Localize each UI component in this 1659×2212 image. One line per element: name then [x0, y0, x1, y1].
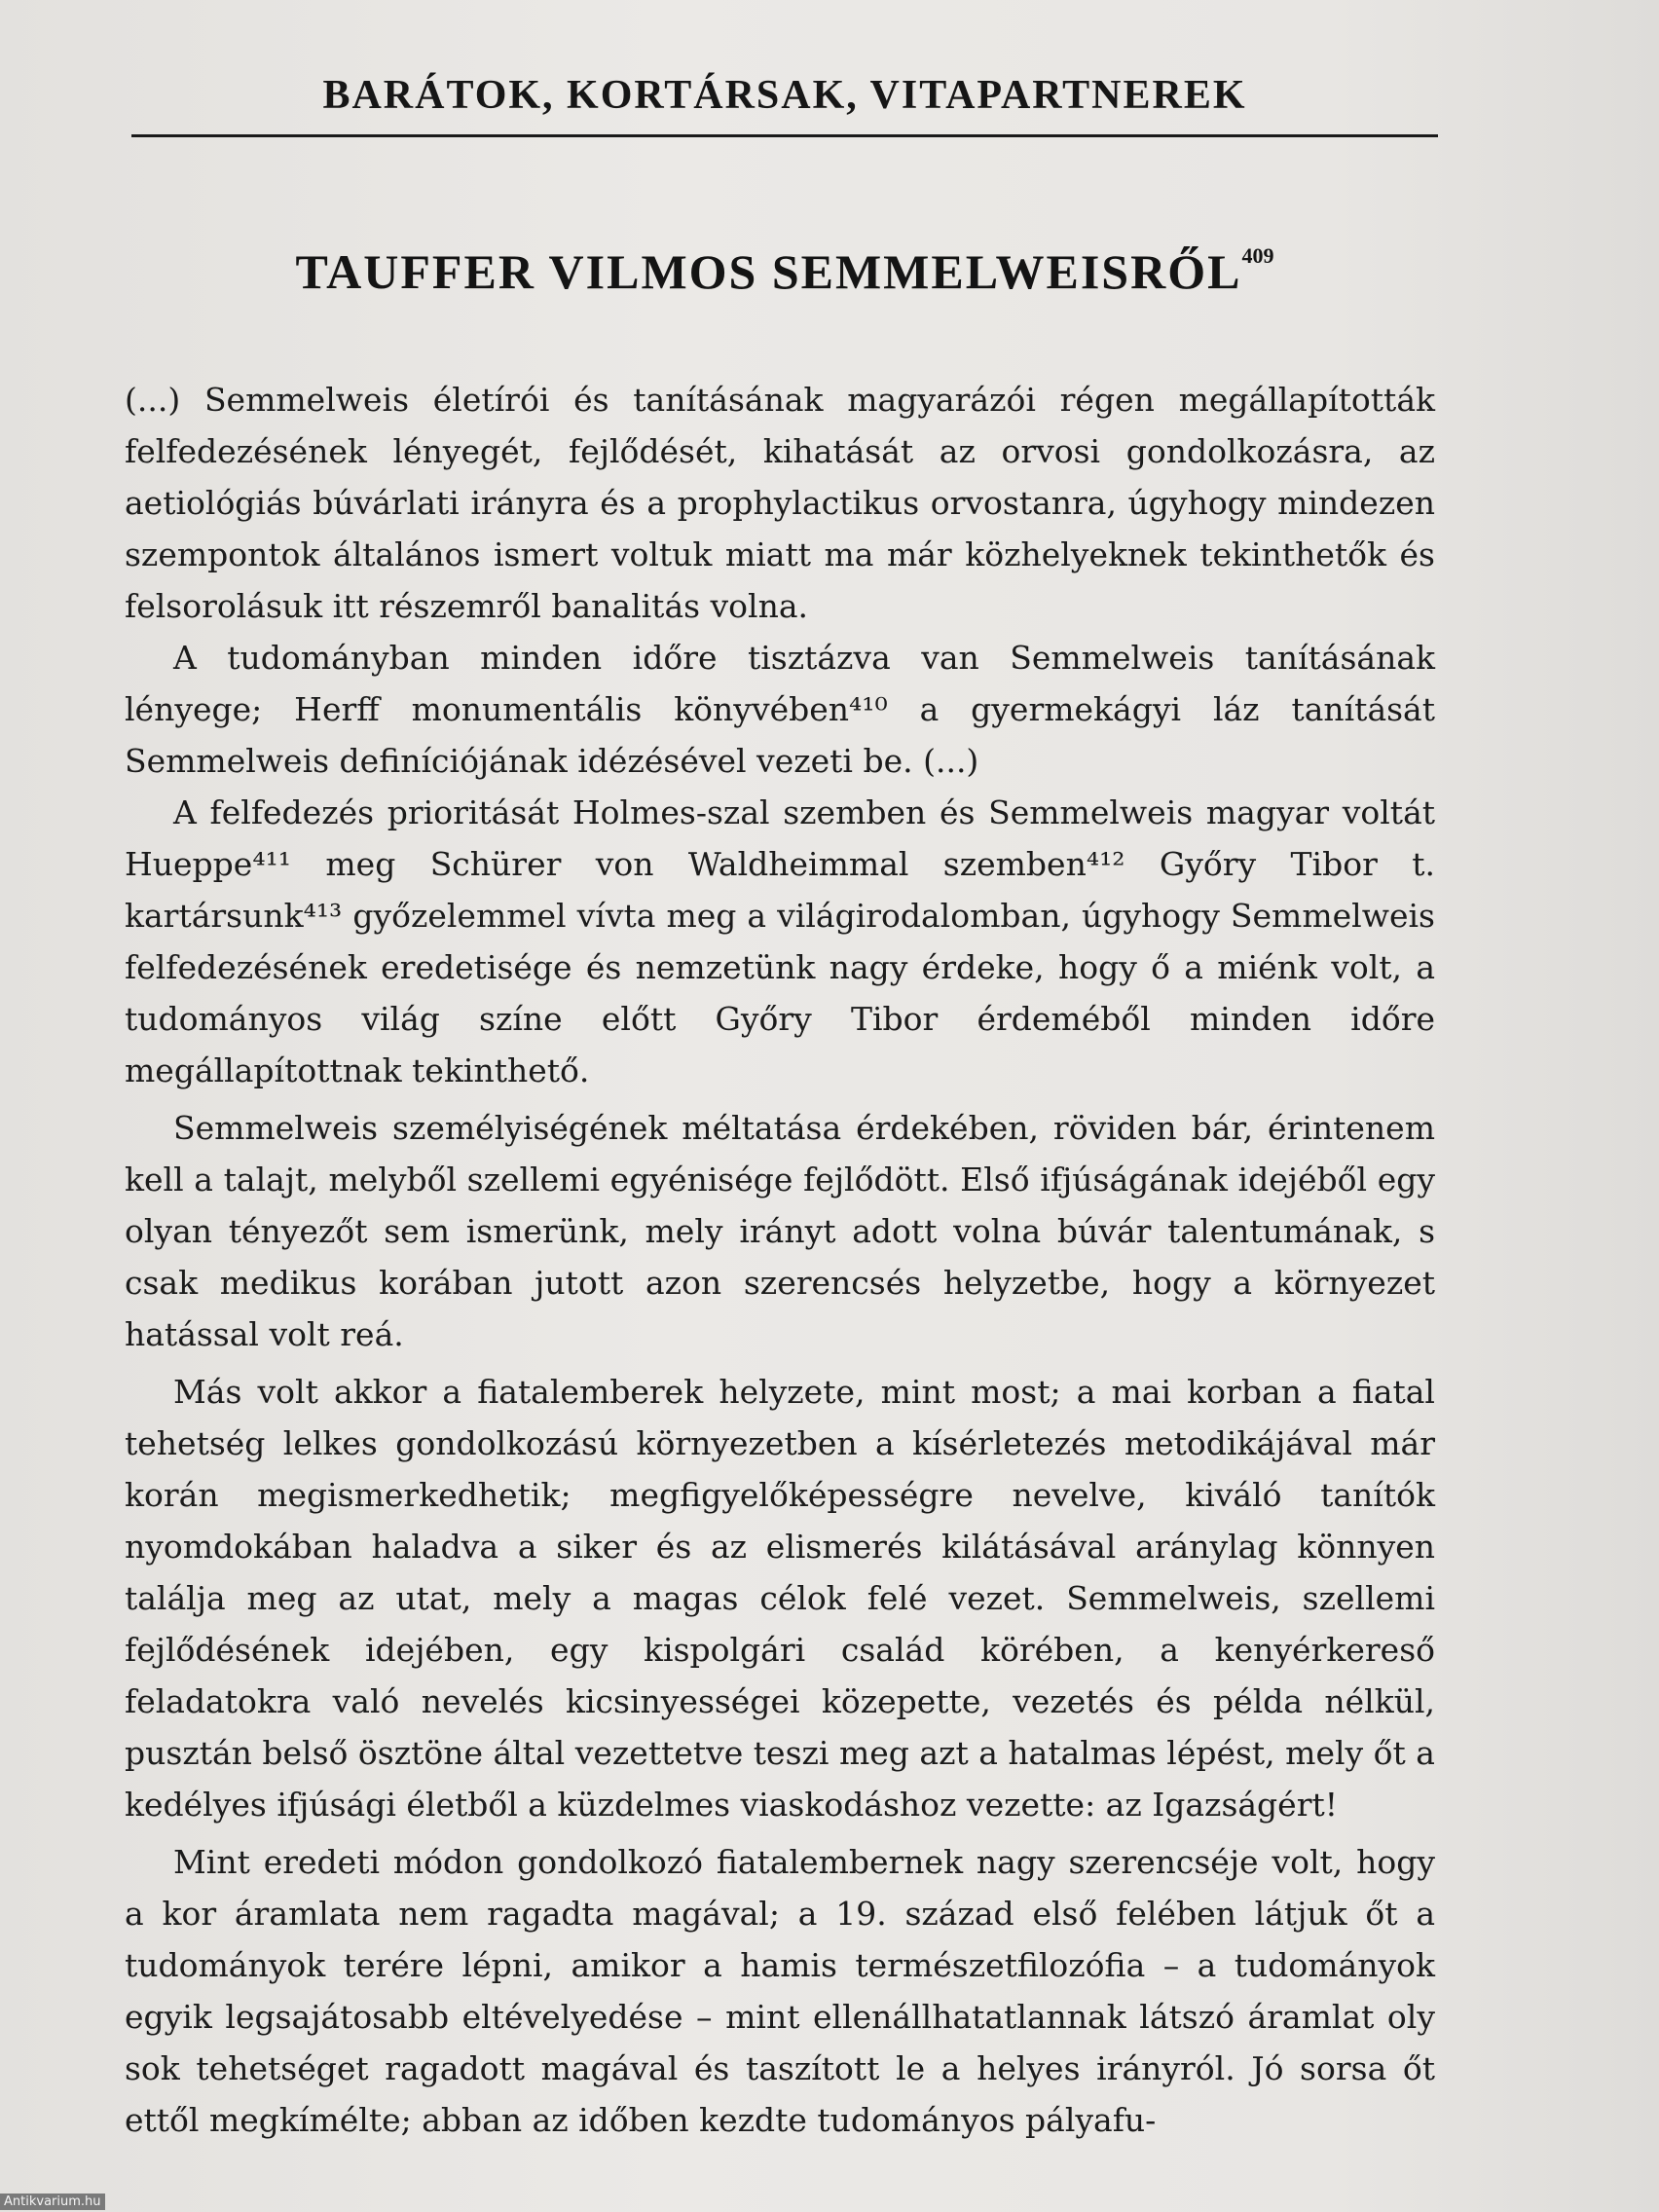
paragraph-2: A tudományban minden időre tisztázva van Semmelweis tanításának lényege; Herff monumentális könyvében⁴¹⁰ a gyermekágyi láz tanítását Semmelweis definíciójának idézésével vezeti be. (...): [125, 639, 1435, 780]
paragraph-5: Más volt akkor a fiatalemberek helyzete, mint most; a mai korban a fiatal tehetség lelkes gondolkozású környezetben a kísérletezés metodikájával már korán megismerkedhetik; megfigyelőképességre nevelve, kiváló tanítók nyomdokában haladva a siker és az elismerés kilátásával aránylag könnyen találja meg az utat, mely a magas célok felé vezet. Semmelweis, szellemi fejlődésének idejében, egy kispolgári család körében, a kenyérkereső feladatokra való nevelés kicsinyességei közepette, vezetés és példa nélkül, pusztán belső ösztöne által vezettetve teszi meg azt a hatalmas lépést, mely őt a kedélyes ifjúsági életből a küzdelmes viaskodáshoz vezette: az Igazságért!: [125, 1373, 1435, 1824]
header-rule: [131, 134, 1438, 137]
running-head: BARÁTOK, KORTÁRSAK, VITAPARTNEREK: [322, 73, 1247, 118]
article-body: [125, 374, 1435, 2146]
article-title-text: TAUFFER VILMOS SEMMELWEISRŐL: [295, 244, 1242, 299]
paragraph-6: Mint eredeti módon gondolkozó fiatalembernek nagy szerencséje volt, hogy a kor áramlata nem ragadta magával; a 19. század első felében látjuk őt a tudományok terére lépni, amikor a hamis természetfilozófia – a tudományok egyik legsajátosabb eltévelyedése – mint ellenállhatatlannak látszó áramlat oly sok tehetséget ragadott magával és taszított le a helyes irányról. Jó sorsa őt ettől megkímélte; abban az időben kezdte tudományos pályafu-: [125, 1843, 1435, 2139]
title-footnote-marker: 409: [1241, 243, 1274, 268]
paragraph-3: A felfedezés prioritását Holmes-szal szemben és Semmelweis magyar voltát Hueppe⁴¹¹ meg Schürer von Waldheimmal szemben⁴¹² Győry Tibor t. kartársunk⁴¹³ győzelemmel vívta meg a világirodalomban, úgyhogy Semmelweis felfedezésének eredetisége és nemzetünk nagy érdeke, hogy ő a miénk volt, a tudományos világ színe előtt Győry Tibor érdeméből minden időre megállapítottnak tekinthető.: [125, 793, 1435, 1089]
paragraph-4: Semmelweis személyiségének méltatása érdekében, röviden bár, érintenem kell a talajt, melyből szellemi egyénisége fejlődött. Első ifjúságának idejéből egy olyan tényezőt sem ismerünk, mely irányt adott volna búvár talentumának, s csak medikus korában jutott azon szerencsés helyzetbe, hogy a környezet hatással volt reá.: [125, 1109, 1435, 1353]
watermark: Antikvarium.hu: [0, 2194, 105, 2210]
article-title: [131, 243, 1438, 300]
paragraph-1: (...) Semmelweis életírói és tanításának magyarázói régen megállapították felfedezésének lényegét, fejlődését, kihatását az orvosi gondolkozásra, az aetiológiás búvárlati irányra és a prophylactikus orvostanra, úgyhogy mindezen szempontok általános ismert voltuk miatt ma már közhelyeknek tekinthetők és felsorolásuk itt részemről banalitás volna.: [125, 381, 1435, 625]
